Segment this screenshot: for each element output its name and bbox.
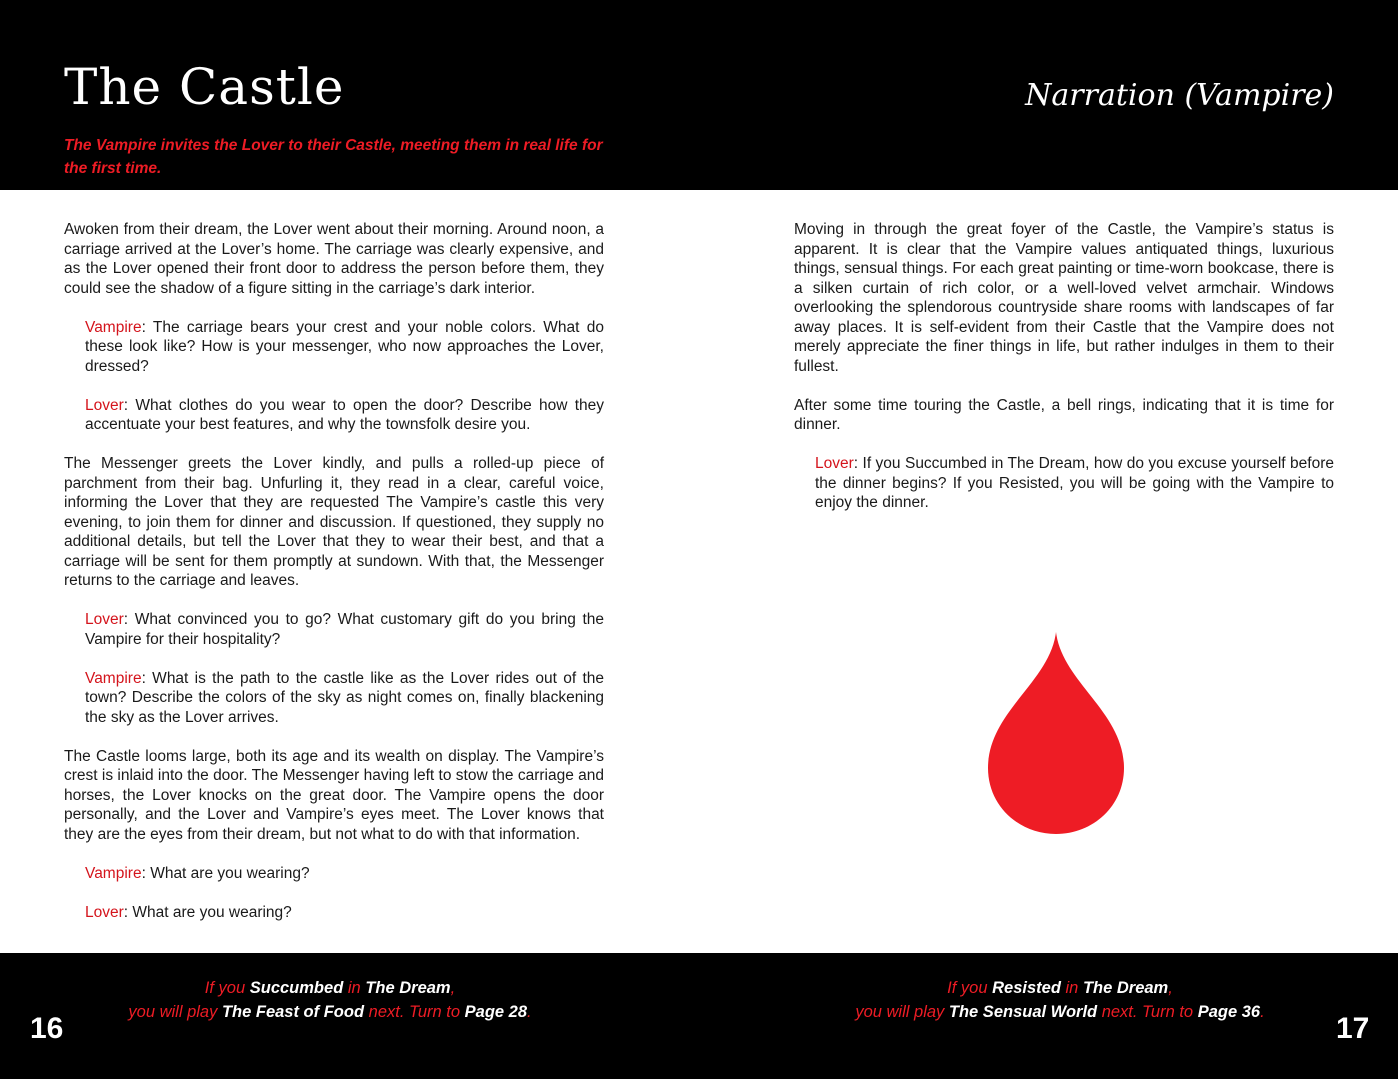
paragraph: The Messenger greets the Lover kindly, and pulls a rolled-up piece of parchment from their bag. Unfurling it, they read in a clear, careful voice, informing the Lover that they are requested The Vampire’s castle this very evening, to join them for dinner and discussion. If questioned, they supply no additional details, but tell the Lover that they to wear their best, and that a carriage will be sent for them promptly at sundown. With that, the Messenger returns to the carriage and leaves. — [64, 455, 604, 589]
prompt — [85, 903, 604, 923]
page-subtitle: The Vampire invites the Lover to their Castle, meeting them in real life for the first time. — [64, 137, 603, 177]
prompt-text: : What is the path to the castle like as the Lover rides out of the town? Describe the colors of the sky as night comes on, finally blackening the sky as the Lover arrives. — [85, 669, 604, 726]
footer-text: . — [1260, 1003, 1265, 1021]
paragraph: The Castle looms large, both its age and its wealth on display. The Vampire’s crest is inlaid into the door. The Messenger having left to stow the carriage and horses, the Lover knocks on the great door. The Vampire opens the door personally, and the Lover and Vampire’s eyes meet. The Lover knows that they are the eyes from their dream, but not what to do with that information. — [64, 747, 604, 843]
footer-emphasis: The Dream — [365, 979, 451, 997]
prompt — [85, 318, 604, 377]
section-title: Narration (Vampire) — [1025, 78, 1334, 113]
page-number-right: 17 — [1336, 1012, 1370, 1045]
prompt — [85, 610, 604, 649]
prompt-text: : What convinced you to go? What customary gift do you bring the Vampire for their hospitality? — [85, 611, 604, 648]
footer-note-right — [780, 976, 1340, 1024]
speaker-label: Vampire — [85, 669, 142, 687]
speaker-label: Lover — [85, 396, 124, 414]
footer-text: next. Turn to — [1101, 1003, 1194, 1021]
footer-text: in — [347, 979, 361, 997]
prompt — [85, 864, 604, 884]
footer-emphasis: Page 28 — [464, 1003, 528, 1021]
footer-text: . — [527, 1003, 532, 1021]
footer-text: If you — [947, 979, 988, 997]
prompt — [85, 396, 604, 435]
footer-text: in — [1065, 979, 1079, 997]
footer-emphasis: Resisted — [992, 979, 1061, 997]
footer-emphasis: The Feast of Food — [221, 1003, 365, 1021]
footer-note-left — [50, 976, 610, 1024]
paragraph: Moving in through the great foyer of the Castle, the Vampire’s status is apparent. It is clear that the Vampire values antiquated things, luxurious things, sensual things. For each great painting or time-worn bookcase, there is a silken curtain of rich color, or a well-loved velvet armchair. Windows overlooking the splendorous countryside share rooms with landscapes of far away places. It is self-evident from their Castle that the Vampire does not merely appreciate the finer things in life, but rather indulges in them to their fullest. — [794, 221, 1334, 375]
page-title: The Castle — [64, 58, 345, 116]
speaker-label: Lover — [85, 903, 124, 921]
paragraph: After some time touring the Castle, a bell rings, indicating that it is time for dinner. — [794, 396, 1334, 433]
prompt-text: : The carriage bears your crest and your noble colors. What do these look like? How is your messenger, who now approaches the Lover, dressed? — [85, 318, 604, 375]
prompt-text: : What are you wearing? — [123, 903, 292, 921]
speaker-label: Vampire — [85, 864, 142, 882]
footer-text: , — [450, 979, 456, 997]
speaker-label: Lover — [85, 611, 124, 628]
prompt — [815, 454, 1334, 513]
prompt-text: : What are you wearing? — [141, 864, 310, 882]
blood-drop-icon — [988, 632, 1124, 836]
prompt-text: : If you Succumbed in The Dream, how do you excuse yourself before the dinner begins? If you Resisted, you will be going with the Vampire to enjoy the dinner. — [815, 455, 1334, 511]
footer-emphasis: The Dream — [1082, 979, 1169, 997]
footer-text: If you — [204, 979, 246, 997]
footer-emphasis: The Sensual World — [948, 1003, 1098, 1021]
left-column — [64, 220, 604, 942]
footer-emphasis: Succumbed — [249, 979, 344, 997]
footer-emphasis: Page 36 — [1197, 1003, 1261, 1021]
speaker-label: Lover — [815, 455, 854, 472]
right-column — [794, 220, 1334, 532]
prompt — [85, 669, 604, 728]
prompt-text: : What clothes do you wear to open the door? Describe how they accentuate your best features, and why the townsfolk desire you. — [85, 396, 604, 433]
speaker-label: Vampire — [85, 318, 142, 336]
footer-text: , — [1168, 979, 1173, 997]
paragraph: Awoken from their dream, the Lover went about their morning. Around noon, a carriage arrived at the Lover’s home. The carriage was clearly expensive, and as the Lover opened their front door to address the person before them, they could see the shadow of a figure sitting in the carriage’s dark interior. — [64, 221, 604, 297]
footer-text: you will play — [855, 1003, 945, 1021]
footer-text: next. Turn to — [368, 1003, 461, 1021]
page-number-left: 16 — [30, 1012, 64, 1045]
footer-text: you will play — [128, 1003, 218, 1021]
